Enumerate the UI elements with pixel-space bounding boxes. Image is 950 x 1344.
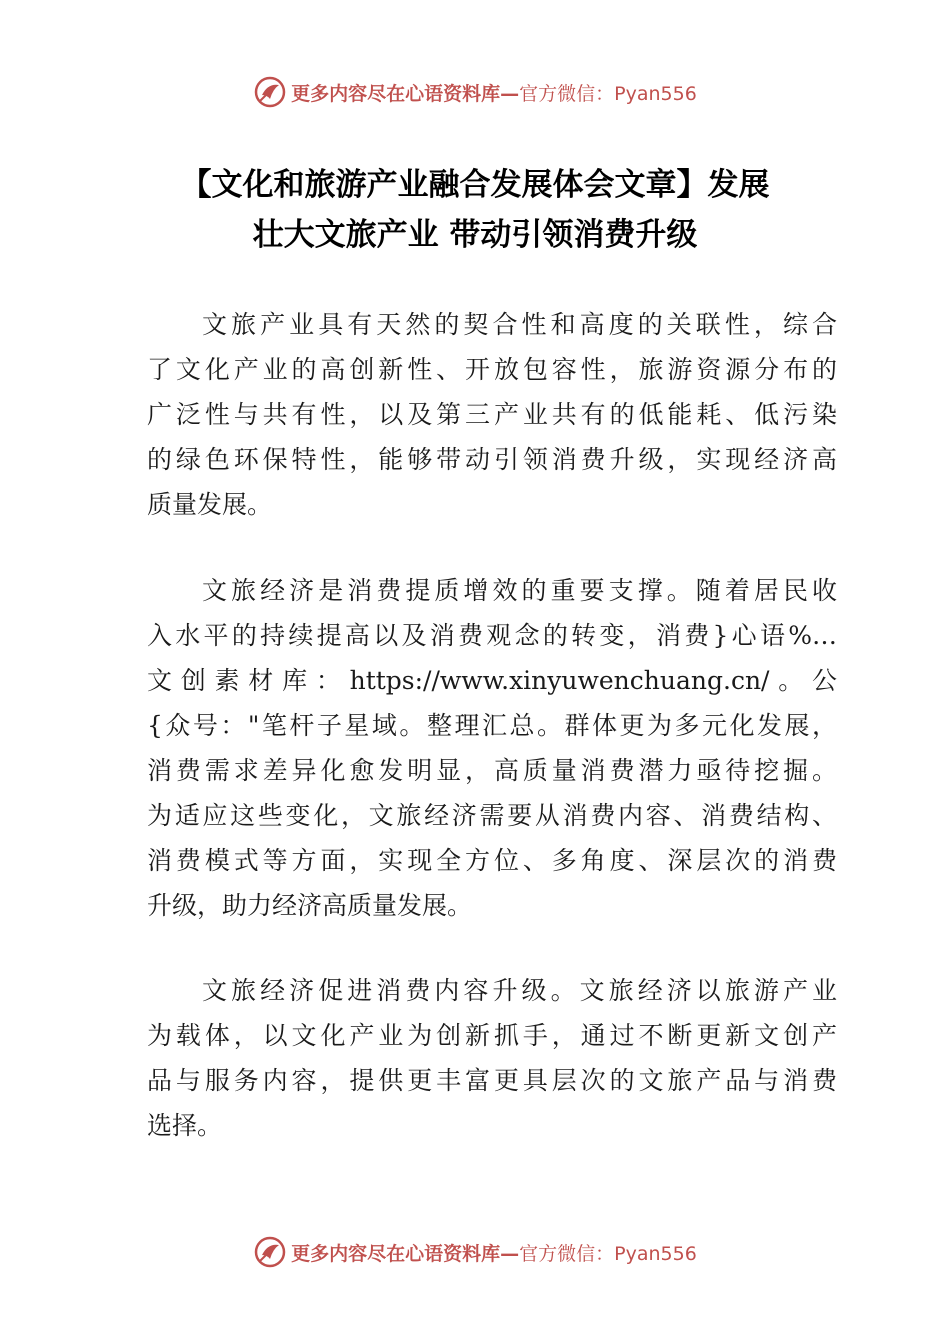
paragraph-line: 入水平的持续提高以及消费观念的转变，消费}心语%…: [147, 621, 837, 650]
paragraph-line: 文旅经济是消费提质增效的重要支撑。随着居民收: [202, 576, 837, 605]
paragraph-1: [147, 302, 837, 527]
title-line: 壮大文旅产业 带动引领消费升级: [252, 217, 698, 253]
paragraph-2: [147, 568, 837, 928]
paragraph-line: 为载体，以文化产业为创新抓手，通过不断更新文创产: [147, 1021, 837, 1050]
paragraph-line: 的绿色环保特性，能够带动引领消费升级，实现经济高: [147, 445, 837, 474]
xinyu-logo-icon: [253, 1235, 287, 1269]
paragraph-line: 品与服务内容，提供更丰富更具层次的文旅产品与消费: [147, 1066, 837, 1095]
paragraph-line: 消费需求差异化愈发明显，高质量消费潜力亟待挖掘。: [147, 756, 837, 785]
paragraph-3: [147, 968, 837, 1148]
footer-banner-text: 更多内容尽在心语资料库—官方微信：Pyan556: [291, 1242, 697, 1265]
paragraph-line: {众号："笔杆子星域。整理汇总。群体更为多元化发展，: [147, 711, 837, 740]
paragraph-line: 了文化产业的高创新性、开放包容性，旅游资源分布的: [147, 355, 837, 384]
paragraph-line: 升级，助力经济高质量发展。: [147, 891, 473, 920]
header-banner-text: 更多内容尽在心语资料库—官方微信：Pyan556: [291, 82, 697, 105]
header-banner: [0, 72, 950, 112]
title-line: 【文化和旅游产业融合发展体会文章】发展: [180, 167, 770, 203]
paragraph-line: 消费模式等方面，实现全方位、多角度、深层次的消费: [147, 846, 837, 875]
xinyu-logo-icon: [253, 75, 287, 109]
footer-banner: [0, 1232, 950, 1272]
paragraph-line: 广泛性与共有性，以及第三产业共有的低能耗、低污染: [147, 400, 837, 429]
paragraph-line: 文创素材库：https://www.xinyuwenchuang.cn/。公: [147, 666, 837, 695]
paragraph-line: 选择。: [147, 1111, 223, 1140]
paragraph-line: 文旅产业具有天然的契合性和高度的关联性，综合: [202, 310, 837, 339]
paragraph-line: 质量发展。: [147, 490, 273, 519]
paragraph-line: 为适应这些变化，文旅经济需要从消费内容、消费结构、: [147, 801, 837, 830]
paragraph-line: 文旅经济促进消费内容升级。文旅经济以旅游产业: [202, 976, 837, 1005]
document-title: [110, 160, 840, 260]
